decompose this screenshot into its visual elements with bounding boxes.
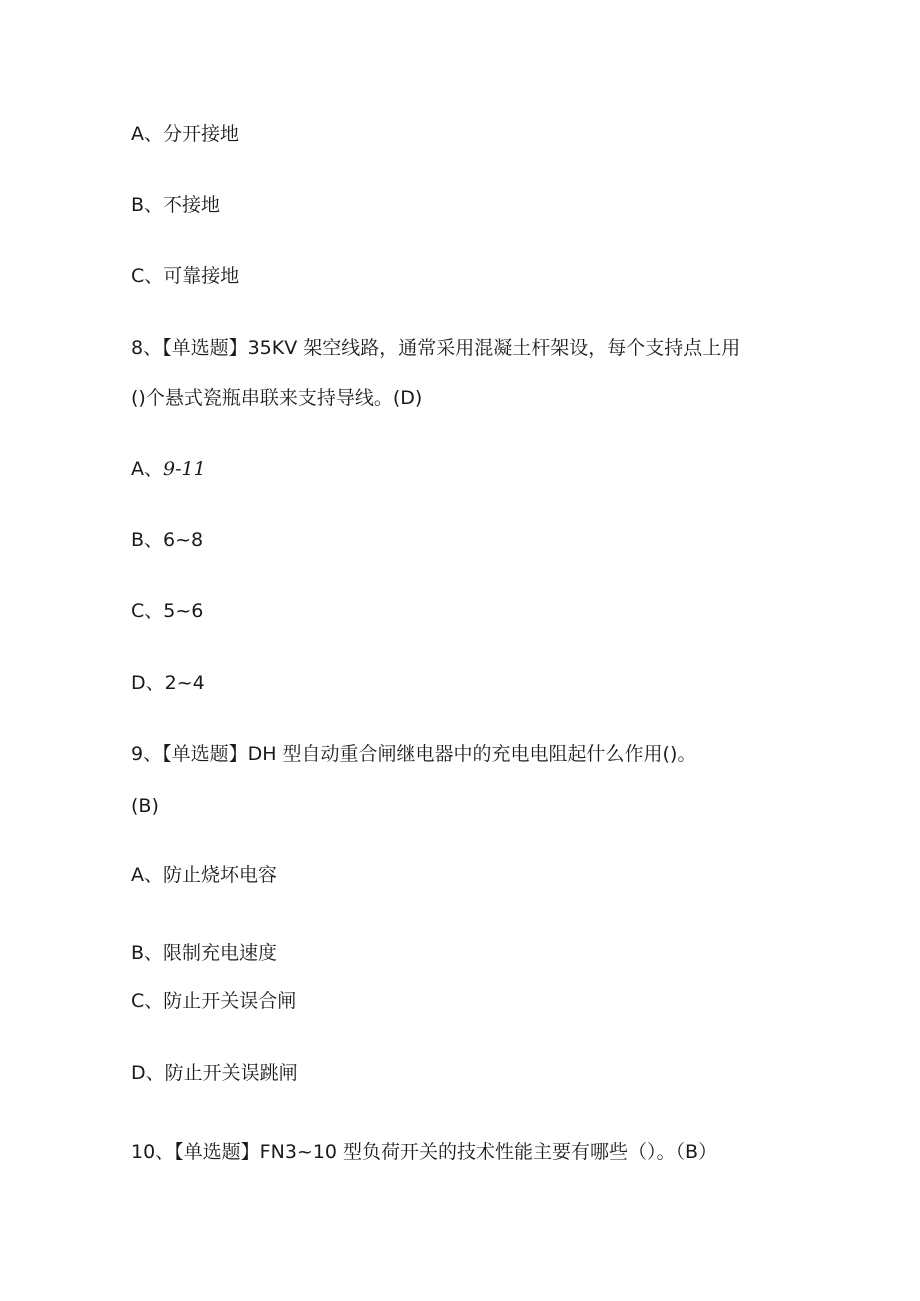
q9-stem-line2: (B) [131,795,159,817]
q9-option-d: D、防止开关误跳闸 [131,1062,298,1084]
q7-option-a: A、分开接地 [131,123,239,145]
q8-option-c: C、5~6 [131,600,204,622]
q9-option-b: B、限制充电速度 [131,942,278,964]
q9-stem-line1: 9、【单选题】DH 型自动重合闸继电器中的充电电阻起什么作用()。 [131,743,697,765]
q8-stem-line1: 8、【单选题】35KV 架空线路，通常采用混凝土杆架设，每个支持点上用 [131,337,741,359]
q7-option-b: B、不接地 [131,194,221,216]
q8-option-d: D、2~4 [131,672,205,694]
q8-option-a [131,457,206,481]
q8-stem-line2: ()个悬式瓷瓶串联来支持导线。(D) [131,387,423,409]
q8-option-a-value: 9-11 [163,458,206,480]
q9-option-a: A、防止烧坏电容 [131,864,277,886]
q8-option-a-prefix: A、 [131,458,163,480]
q8-option-b: B、6~8 [131,529,204,551]
q10-stem-line1: 10、【单选题】FN3~10 型负荷开关的技术性能主要有哪些（）。（B） [131,1141,718,1163]
q9-option-c: C、防止开关误合闸 [131,990,297,1012]
q7-option-c: C、可靠接地 [131,265,240,287]
